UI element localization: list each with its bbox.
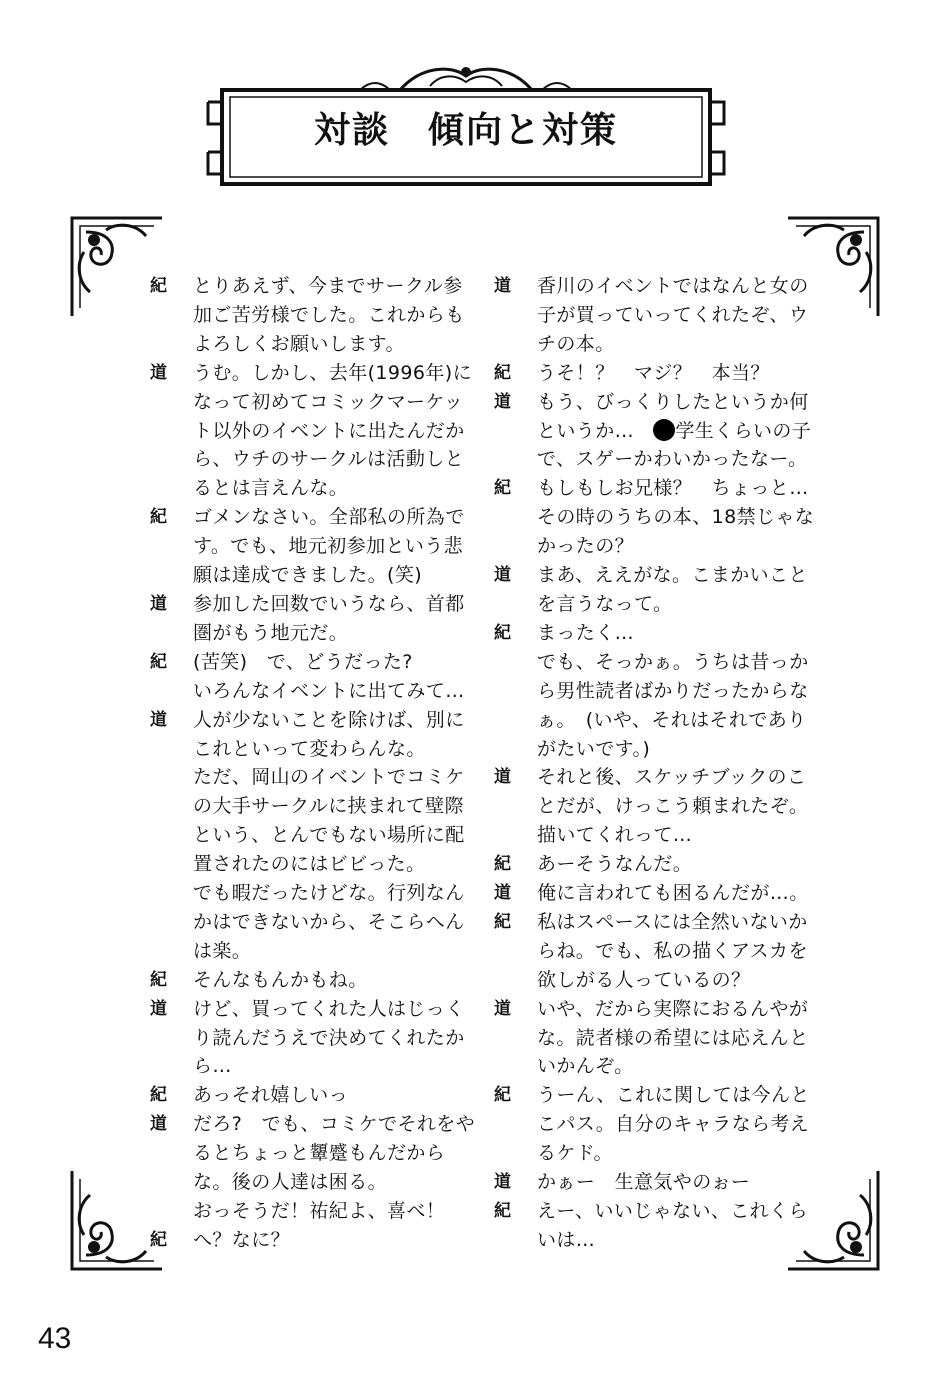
dialogue-entry xyxy=(150,272,480,359)
dialogue-line: かったの？ xyxy=(537,535,635,558)
speaker-label: 紀 xyxy=(494,911,511,932)
dialogue-entry xyxy=(150,648,480,706)
dialogue-line: す。でも、地元初参加という悲 xyxy=(193,535,464,558)
dialogue-entry xyxy=(150,966,480,995)
dialogue-line: でも暇だったけどな。行列なん xyxy=(193,882,465,905)
dialogue-line: うむ。しかし、去年(1996年)に xyxy=(193,361,472,384)
dialogue-line: るケド。 xyxy=(537,1142,613,1165)
dialogue-entry xyxy=(150,1226,480,1255)
dialogue-line: 願は達成できました。(笑) xyxy=(193,564,423,587)
dialogue-line: かぁー 生意気やのぉー xyxy=(537,1171,751,1194)
dialogue-line: (苦笑) で、どうだった? xyxy=(193,650,413,673)
dialogue-entry xyxy=(494,763,824,850)
dialogue-line: 欲しがる人っているの？ xyxy=(537,968,751,991)
dialogue-line: あーそうなんだ。 xyxy=(537,853,693,876)
dialogue-line: ら… xyxy=(193,1055,232,1078)
dialogue-entry xyxy=(494,1168,824,1197)
dialogue-line: で、スゲーかわいかったなー。 xyxy=(537,448,808,471)
dialogue-line: は楽。 xyxy=(193,939,252,962)
dialogue-line: だろ? でも、コミケでそれをや xyxy=(193,1113,476,1136)
line-text-before: というか… xyxy=(537,419,654,442)
dialogue-entry xyxy=(150,590,480,648)
speaker-label: 紀 xyxy=(150,507,167,528)
dialogue-line: がたいです。) xyxy=(537,737,651,760)
page-number: 43 xyxy=(38,1322,72,1355)
dialogue-line: チの本。 xyxy=(537,332,615,355)
speaker-label: 紀 xyxy=(150,1085,167,1106)
speaker-label: 紀 xyxy=(494,478,511,499)
dialogue-entry xyxy=(494,359,824,388)
dialogue-line: えー、いいじゃない、これくら xyxy=(537,1200,808,1222)
ink-blot-redaction xyxy=(653,419,675,441)
dialogue-line: けど、買ってくれた人はじっく xyxy=(193,997,465,1020)
dialogue-entry xyxy=(494,388,824,475)
dialogue-line: とりあえず、今までサークル参 xyxy=(193,275,463,297)
dialogue-entry xyxy=(494,1081,824,1168)
dialogue-entry xyxy=(494,619,824,764)
dialogue-line: の大手サークルに挟まれて壁際 xyxy=(193,795,465,818)
dialogue-line: 子が買っていってくれたぞ、ウ xyxy=(537,303,809,326)
speaker-label: 紀 xyxy=(150,969,167,990)
dialogue-line: とだが、けっこう頼まれたぞ。 xyxy=(537,795,809,818)
dialogue-line: 描いてくれって… xyxy=(537,824,693,847)
dialogue-entry xyxy=(150,1110,480,1226)
page-title: 対談 傾向と対策 xyxy=(313,110,618,151)
dialogue-line: 圏がもう地元だ。 xyxy=(193,621,349,644)
dialogue-line: よろしくお願いします。 xyxy=(193,332,405,355)
dialogue-entry xyxy=(150,1081,480,1110)
dialogue-line xyxy=(537,417,824,446)
dialogue-entry xyxy=(494,561,824,619)
dialogue-line: らね。でも、私の描くアスカを xyxy=(537,939,808,962)
dialogue-line: ただ、岡山のイベントでコミケ xyxy=(193,766,465,789)
dialogue-line: あっそれ嬉しいっ xyxy=(193,1084,349,1107)
dialogue-line: るとは言えんな。 xyxy=(193,477,349,500)
speaker-label: 道 xyxy=(494,391,511,412)
dialogue-line: ゴメンなさい。全部私の所為で xyxy=(193,506,465,529)
dialogue-line: いや、だから実際におるんやが xyxy=(537,997,809,1020)
speaker-label: 紀 xyxy=(150,651,167,672)
dialogue-entry xyxy=(150,359,480,504)
dialogue-line: こパス。自分のキャラなら考え xyxy=(537,1113,810,1136)
speaker-label: 道 xyxy=(150,362,167,383)
dialogue-line: ら、ウチのサークルは活動しと xyxy=(193,448,465,471)
dialogue-line: うそ！？ マジ？ 本当？ xyxy=(537,361,770,384)
dialogue-entry xyxy=(494,850,824,879)
speaker-label: 道 xyxy=(494,276,511,296)
dialogue-line: 私はスペースには全然いないか xyxy=(537,910,808,933)
dialogue-column-left xyxy=(150,272,480,1255)
title-frame xyxy=(200,62,732,194)
dialogue-line: 置されたのにはビビった。 xyxy=(193,853,426,876)
dialogue-entry xyxy=(494,1197,824,1255)
speaker-label: 紀 xyxy=(494,1085,511,1106)
dialogue-line: でも、そっかぁ。うちは昔っか xyxy=(537,650,809,673)
speaker-label: 紀 xyxy=(150,1229,167,1250)
speaker-label: 道 xyxy=(494,767,511,788)
dialogue-line: へ？なに？ xyxy=(193,1228,291,1251)
dialogue-line: 参加した回数でいうなら、首都 xyxy=(193,592,465,615)
speaker-label: 道 xyxy=(494,883,511,904)
dialogue-column-right xyxy=(494,272,824,1255)
speaker-label: 紀 xyxy=(494,854,511,875)
speaker-label: 紀 xyxy=(494,362,511,383)
speaker-label: 道 xyxy=(494,565,511,586)
dialogue-line: かはできないから、そこらへん xyxy=(193,910,465,933)
dialogue-entry xyxy=(150,706,480,966)
dialogue-line: おっそうだ！祐紀よ、喜べ！ xyxy=(193,1200,446,1222)
dialogue-line: な。後の人達は困る。 xyxy=(193,1171,388,1194)
dialogue-line: 俺に言われても困るんだが…。 xyxy=(537,882,809,905)
speaker-label: 道 xyxy=(494,998,511,1019)
speaker-label: 道 xyxy=(150,1114,167,1135)
dialogue-entry xyxy=(150,503,480,590)
dialogue-line: 香川のイベントではなんと女の xyxy=(537,275,809,297)
dialogue-line: もう、びっくりしたというか何 xyxy=(537,390,809,413)
dialogue-entry xyxy=(494,272,824,359)
dialogue-line: いかんぞ。 xyxy=(537,1055,634,1078)
dialogue-line: いろんなイベントに出てみて… xyxy=(193,679,465,702)
dialogue-line: を言うなって。 xyxy=(537,592,673,615)
dialogue-line: 人が少ないことを除けば、別に xyxy=(193,708,465,731)
speaker-label: 道 xyxy=(494,1172,511,1193)
dialogue-entry xyxy=(494,474,824,561)
dialogue-line: まったく… xyxy=(537,621,635,644)
speaker-label: 道 xyxy=(150,593,167,614)
dialogue-line: それと後、スケッチブックのこ xyxy=(537,766,807,789)
dialogue-line: ら男性読者ばかりだったからな xyxy=(537,679,809,702)
dialogue-line: 加ご苦労様でした。これからも xyxy=(193,303,465,326)
speaker-label: 紀 xyxy=(150,276,167,296)
speaker-label: 紀 xyxy=(494,622,511,643)
dialogue-line: まあ、ええがな。こまかいこと xyxy=(537,564,808,587)
dialogue-line: るとちょっと顰蹙もんだから xyxy=(193,1142,446,1165)
dialogue-entry xyxy=(150,995,480,1082)
dialogue-line: もしもしお兄様？ ちょっと… xyxy=(537,477,809,500)
dialogue-line: という、とんでもない場所に配 xyxy=(193,824,465,847)
dialogue-line: なって初めてコミックマーケッ xyxy=(193,390,464,413)
dialogue-line: その時のうちの本、18禁じゃな xyxy=(537,506,815,529)
dialogue-line: いは… xyxy=(537,1228,596,1251)
dialogue-line: これといって変わらんな。 xyxy=(193,737,426,760)
speaker-label: 道 xyxy=(150,998,167,1019)
dialogue-line: り読んだうえで決めてくれたか xyxy=(193,1026,465,1049)
speaker-label: 道 xyxy=(150,709,167,730)
dialogue-line: な。読者様の希望には応えんと xyxy=(537,1026,809,1049)
dialogue-line: そんなもんかもね。 xyxy=(193,968,368,991)
line-text-after: 学生くらいの子 xyxy=(675,419,812,442)
dialogue-line: うーん、これに関しては今んと xyxy=(537,1084,810,1107)
dialogue-entry xyxy=(494,879,824,908)
dialogue-entry xyxy=(494,995,824,1082)
dialogue-entry xyxy=(494,908,824,995)
speaker-label: 紀 xyxy=(494,1201,511,1221)
dialogue-line: ぁ。 (いや、それはそれであり xyxy=(537,708,807,731)
dialogue-line: ト以外のイベントに出たんだか xyxy=(193,419,465,442)
